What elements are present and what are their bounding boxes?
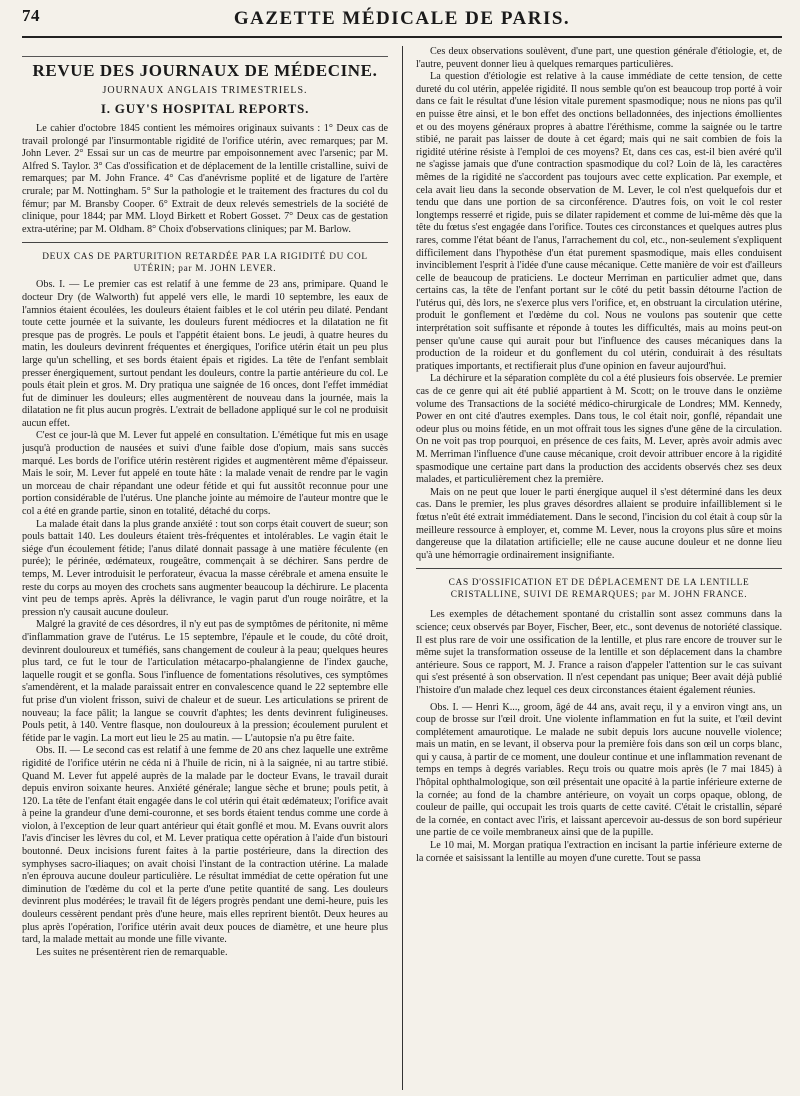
- paragraph: Ces deux observations soulèvent, d'une part, une question générale d'étiologie, et, de l'autre, peuvent donner lieu à quelques remarques particulières.: [416, 46, 782, 70]
- paragraph: Malgré la gravité de ces désordres, il n'y eut pas de symptômes de péritonite, ni même d'inflammation grave de l'utérus. Le 15 septembre, l'épaule et le coude, du côté droit, devinrent douloureux et tuméfiés, sans changement de couleur à la peau; quelques heures plus tard, ce fut le tour de l'articulation métacarpo-phalangienne de l'index gauche, laquelle rougit et se gonfla. Sous l'influence de fomentations résolutives, ces symptômes s'amendèrent, et la malade paraissait entrer en convalescence quand le 22 septembre elle fut prise d'un violent frisson, suivi de chaleur et de sueur. Les articulations se prirent de nouveau; la face pâlit; la langue se couvrit d'aphtes; les dents devinrent fuligineuses. Pouls petit, à 140. Ventre flasque, non douloureux à la pression; écoulement purulent et fétide par le vagin. La mort eut lieu le 25 au matin. — L'autopsie n'a pu être faite.: [22, 619, 388, 744]
- paragraph: C'est ce jour-là que M. Lever fut appelé en consultation. L'émétique fut mis en usage jusqu'à production de nausées et suivi d'une faible dose d'opium, mais sans succès marqué. Les bords de l'orifice utérin restèrent rigides et augmentèrent même d'épaisseur. Mais le soir, M. Lever fut appelé en toute hâte : la malade venait de rendre par le vagin un morceau de chair répandant une odeur fétide et qui fut aussitôt reconnue pour une portion considérable de l'utérus. Une planche jointe au mémoire de l'auteur montre que le col a été en grande partie, sinon en totalité, détaché du corps.: [22, 430, 388, 518]
- paragraph: Obs. I. — Le premier cas est relatif à une femme de 23 ans, primipare. Quand le docteur Dry (de Walworth) fut appelé vers elle, le mardi 10 septembre, les eaux de l'amnios étaient écoulées, les douleurs étaient faibles et le col utérin peu dilaté. Pendant toute cette journée et la suivante, les douleurs furent médiocres et la dilatation ne fit presque pas de progrès. Le pouls et l'appétit étaient bons. Le jeudi, à quatre heures du matin, les douleurs devinrent fréquentes et énergiques, l'orifice utérin était un peu plus large qu'un schelling, et ses bords étaient épais et rigides. La tête de l'enfant semblait presser énergiquement, surtout pendant les douleurs, contre la partie antérieure du col. Le pouls était plein et gros. M. Dry pratiqua une saignée de 16 onces, dont l'effet immédiat fut de diminuer les douleurs; elles augmentèrent de nouveau dans la journée, mais la dilatation ne fit plus aucun progrès. L'extrait de belladone appliqué sur le col ne produisit aucun effet.: [22, 279, 388, 429]
- column-divider: [402, 46, 403, 1090]
- review-subtitle: JOURNAUX ANGLAIS TRIMESTRIELS.: [102, 85, 308, 96]
- article-title: CAS D'OSSIFICATION ET DE DÉPLACEMENT DE LA LENTILLE CRISTALLINE, SUIVI DE REMARQUES; par M. JOHN FRANCE.: [448, 578, 750, 601]
- left-column: [22, 46, 388, 1090]
- page-number: 74: [22, 6, 40, 25]
- article-title: DEUX CAS DE PARTURITION RETARDÉE PAR LA RIGIDITÉ DU COL UTÉRIN; par M. JOHN LEVER.: [42, 252, 368, 275]
- paragraph: Le 10 mai, M. Morgan pratiqua l'extraction en incisant la partie inférieure externe de la cornée et saisissant la lentille au moyen d'une curette. Tout se passa: [416, 840, 782, 864]
- paragraph: Mais on ne peut que louer le parti énergique auquel il s'est déterminé dans les deux cas. Dans le premier, les plus graves désordres allaient se produire infailliblement si le fœtus n'eût été extrait immédiatement. Dans le second, l'incision du col était à coup sûr la meilleure ressource à employer, et, comme M. Lever, nous la croyons plus sûre et moins dangereuse que la dilatation artificielle; elle ne cause aucune douleur et ne donne lieu qu'à une hémorragie ordinairement insignifiante.: [416, 486, 782, 561]
- paragraph: La question d'étiologie est relative à la cause immédiate de cette tension, de cette dureté du col utérin, appelée rigidité. Il nous semble qu'on est beaucoup trop porté à voir dans ce fait le résultat d'une lésion vitale purement spasmodique; nous ne nions pas qu'il en puisse être ainsi, et le bon effet des onctions belladonnées, des injections émollientes et ou des moyens généraux propres à abattre l'éréthisme, comme la saignée ou le tartre stibié, ne parait pas laisser de doute à cet égard; mais qui ne sait combien de fois la rigidité utérine résiste à l'emploi de ces moyens? Et, dans ces cas, est-il bien avéré qu'il ne s'agisse jamais que d'une contraction spasmodique du col? Loin de là, les caractères mêmes de la rigidité ne s'accordent pas toujours avec cette explication. Par exemple, et cela avait lieu dans la seconde observation de M. Lever, le col n'est quelquefois dur et tendu que dans une portion de sa circonférence. D'autres fois, on voit le col rester longtemps resserré et rigide, puis se dilater rapidement et comme de lui-même dès que la tête du fœtus s'est engagée dans l'orifice. Toutes ces circonstances et quelques autres plus rares, comme l'état béant de l'anus, l'arrachement du col, etc., non-seulement s'expliquent difficilement dans l'hypothèse d'un état purement spasmodique, mais elles conduisent invinciblement l'esprit à l'idée d'une cause mécanique. Cette manière de voir est d'ailleurs celle de beaucoup de praticiens. Le docteur Merriman en particulier admet que, dans certains cas, la tête de l'enfant portant sur le côté du petit bassin détourne l'action de l'utérus qui, dès lors, ne s'exerce plus vers l'orifice, et, en obstruant la circulation utérine, produit le gonflement et l'œdème du col. Nous ne voulons pas soutenir que cette interprétation soit suffisante et réponde à toutes les difficultés, mais au moins peut-on penser qu'une cause qui aurait pour but l'influence des causes mécaniques dans la production de la roideur et du gonflement du col utérin, conduirait à des résultats pratiques importants, et rectifierait plus d'une opinion en faveur aujourd'hui.: [416, 71, 782, 372]
- page-header: [22, 6, 782, 38]
- two-column-body: [22, 46, 782, 1090]
- intro-paragraph: Le cahier d'octobre 1845 contient les mémoires originaux suivants : 1° Deux cas de travail prolongé par l'insurmontable rigidité de l'orifice utérin, avec remarques; par M. John Lever. 2° Essai sur un cas de meurtre par empoisonnement avec l'arsenic; par M. Alfred S. Taylor. 3° Cas d'ossification et de déplacement de la lentille cristalline, suivi de remarques; par M. John France. 4° Cas d'anévrisme poplité et de ligature de l'artère crurale; par M. Nottingham. 5° Sur la pathologie et le traitement des fractures du col du fémur; par M. Bransby Cooper. 6° Extrait de deux relevés semestriels de la société de clinique, pour 1844; par MM. Lloyd Birkett et Robert Gosset. 7° Deux cas de gestation extra-utérine; par M. Oldham. 8° Choix d'observations cliniques; par M. Barlow.: [22, 123, 388, 235]
- paragraph: Les suites ne présentèrent rien de remarquable.: [36, 946, 228, 958]
- journal-page: [22, 6, 782, 1090]
- paragraph: La malade était dans la plus grande anxiété : tout son corps était couvert de sueur; son pouls battait 140. Les douleurs étaient très-fréquentes et intolérables. Le vagin était le siége d'un écoulement fétide; l'anus dilaté donnait passage à une matière féculente (en purée); le périnée, œdémateux, rougeâtre, commençait à se déchirer. Sans perdre de temps, M. Lever introduisit le perforateur, évacua la masse cérébrale et amena ensuite le reste du corps au moyen des crochets sans augmenter beaucoup la déchirure. Le placenta vint peu de temps après. Après la délivrance, le vagin parut d'un rouge noirâtre, et la pression n'y causait aucune douleur.: [22, 518, 388, 618]
- journal-title: GAZETTE MÉDICALE DE PARIS.: [233, 8, 571, 29]
- article-divider: [22, 242, 388, 243]
- paragraph: La déchirure et la séparation complète du col a été plusieurs fois observée. Le premier cas de ce genre qui ait été publié appartient à M. Scott; on le trouve dans le onzième volume des Transactions de la société médico-chirurgicale de Londres; MM. Kennedy, Power en ont cité d'autres exemples. Dans tous, le col était noir, gonflé, répandait une odeur plus ou moins fétide, en un mot offrait tous les signes d'une gêne de la circulation. On ne voit pas trop pourquoi, en présence de ces faits, M. Lever, après avoir admis avec M. Merriman l'influence d'une cause mécanique, croit devoir attribuer encore à la rigidité spasmodique une certaine part dans la production des accidents observés chez ses deux malades, et particulièrement chez la première.: [416, 373, 782, 486]
- section-heading: I. GUY'S HOSPITAL REPORTS.: [100, 101, 310, 116]
- right-column: [416, 46, 782, 1090]
- paragraph: Obs. I. — Henri K..., groom, âgé de 44 ans, avait reçu, il y a environ vingt ans, un coup de brosse sur l'œil droit. Une violente inflammation en fut la suite, et l'œil devint complétement amaurotique. Le malade ne subit depuis lors aucune nouvelle violence; mais un matin, en se levant, il observa pour la première fois dans son œil un corps blanc, qui y causa, à partir de ce moment, une douleur continue et une inflammation revenant de temps en temps à degrés variables. Reçu trois ou quatre mois après (le 7 mai 1845) à l'hôpital ophthalmologique, son œil présentait une opacité à la partie inférieure externe de la cornée; au fond de la chambre antérieure, on voyait un corps opaque, oblong, de couleur de paille, qui occupait les trois quarts de cette cavité. C'était le cristallin, séparé de la cornée, en contact avec l'iris, et laissant apercevoir au-dessus de son bord supérieur une partie de ce voile membraneux ainsi que de la pupille.: [416, 701, 782, 839]
- article-divider: [416, 568, 782, 569]
- review-title: REVUE DES JOURNAUX DE MÉDECINE.: [22, 56, 388, 81]
- paragraph: Obs. II. — Le second cas est relatif à une femme de 20 ans chez laquelle une extrême rigidité de l'orifice utérin ne céda ni à l'huile de ricin, ni à la saignée, ni au tartre stibié. Quand M. Lever fut appelé auprès de la malade par le docteur Evans, le travail durait depuis environ soixante heures. Anxiété générale; langue sèche et brune; pouls petit, à 120. La tête de l'enfant était engagée dans le col utérin qui était œdémateux; l'orifice avait à peine la grandeur d'une demi-couronne, et ses bords étaient tendus comme une corde à violon, à l'exception de leur quart antérieur qui était gonflé et mou. M. Evans ouvrit alors l'avis d'inciser les lèvres du col, et M. Lever pratiqua cette opération à l'aide d'un bistouri boutonné. Deux incisions furent faites à la partie postérieure, dans la direction des symphyses sacro-iliaques; on avait choisi l'instant de la contraction utérine. La malade n'en éprouva aucune douleur particulière. Le résultat immédiat de cette opération fut une diminution de l'œdème du col et la perte d'une petite quantité de sang. Les douleurs devinrent plus modérées; le travail fit de légers progrès pendant une demi-heure, puis les douleurs cessèrent pendant près d'une heure, mais elles reprirent bientôt. Deux heures au plus après l'opération, l'orifice utérin avait deux pouces de diamètre, et une heure plus tard, la malade mettait au monde une fille vivante.: [22, 745, 388, 946]
- paragraph: Les exemples de détachement spontané du cristallin sont assez communs dans la science; ceux observés par Boyer, Fischer, Beer, etc., sont devenus de notoriété classique. Il est plus rare de voir une ossification de la lentille, et plus rare encore de trouver sur le même sujet la transformation osseuse de la lentille et son déplacement dans la chambre antérieure. Sous ce rapport, M. J. France a raison d'appeler l'attention sur le cas suivant qui s'est présenté à son observation. Il n'est cependant pas unique; Beer avait déjà publié l'histoire d'un malade chez lequel ces deux circonstances étaient également réunies.: [416, 609, 782, 696]
